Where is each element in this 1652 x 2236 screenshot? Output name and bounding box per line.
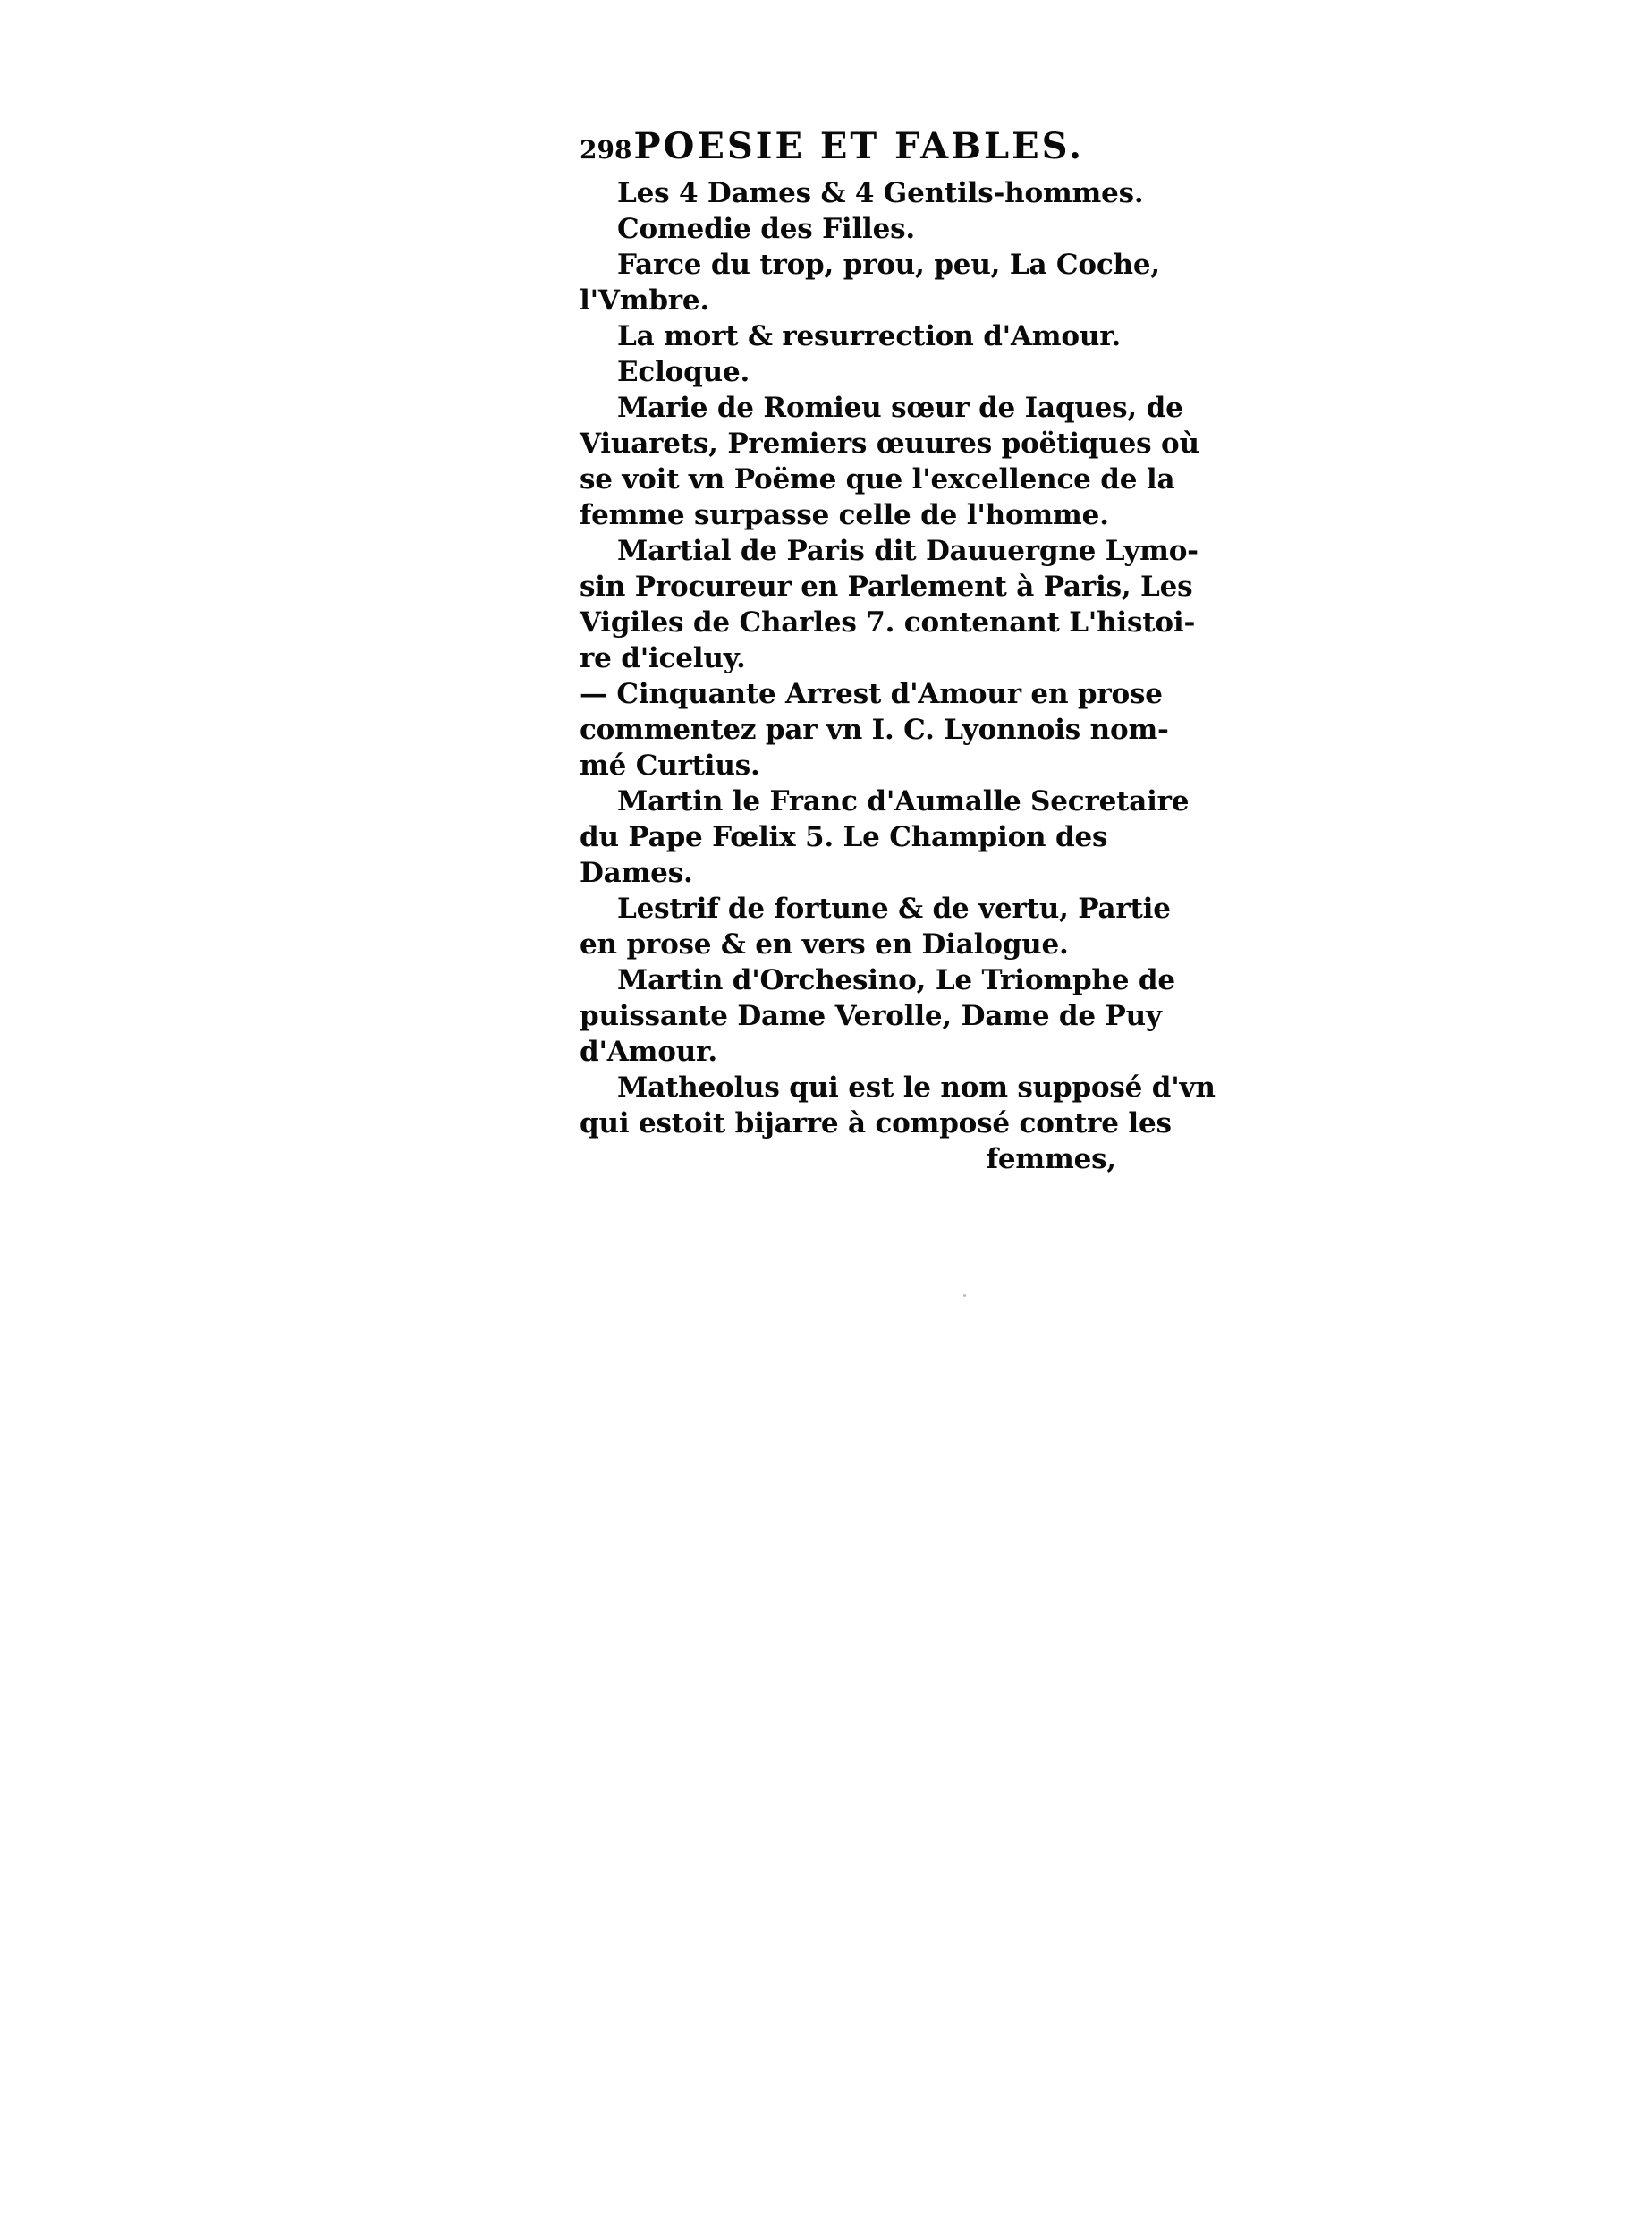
page-number: 298 xyxy=(580,135,632,165)
text-line: se voit vn Poëme que l'excellence de la xyxy=(580,463,1175,495)
catchword: femmes, xyxy=(986,1143,1116,1175)
text-line: mé Curtius. xyxy=(580,750,760,782)
text-line: sin Procureur en Parlement à Paris, Les xyxy=(580,571,1193,603)
running-title: POESIE ET FABLES. xyxy=(633,125,1084,167)
text-line: en prose & en vers en Dialogue. xyxy=(580,928,1069,961)
text-line: Marie de Romieu sœur de Iaques, de xyxy=(617,392,1183,424)
page-header xyxy=(580,125,1116,175)
text-line: Farce du trop, prou, peu, La Coche, xyxy=(617,249,1161,281)
text-line: re d'iceluy. xyxy=(580,642,746,674)
text-line: Lestrif de fortune & de vertu, Partie xyxy=(617,893,1171,925)
text-line: — Cinquante Arrest d'Amour en prose xyxy=(580,678,1163,710)
text-line: Dames. xyxy=(580,857,693,889)
text-line: Martin le Franc d'Aumalle Secretaire xyxy=(617,785,1190,817)
text-line: d'Amour. xyxy=(580,1036,717,1068)
text-line: Viuarets, Premiers œuures poëtiques où xyxy=(580,428,1199,460)
text-line: Les 4 Dames & 4 Gentils-hommes. xyxy=(617,177,1144,209)
text-line: l'Vmbre. xyxy=(580,284,710,317)
text-line: Vigiles de Charles 7. contenant L'histoi- xyxy=(580,606,1196,639)
text-line: qui estoit bijarre à composé contre les xyxy=(580,1107,1172,1139)
text-line: commentez par vn I. C. Lyonnois nom- xyxy=(580,714,1169,746)
body-text xyxy=(580,175,1216,1177)
text-line: puissante Dame Verolle, Dame de Puy xyxy=(580,1000,1162,1032)
text-line: femme surpasse celle de l'homme. xyxy=(580,499,1109,531)
text-line: Martial de Paris dit Dauuergne Lymo- xyxy=(617,535,1199,567)
text-line: Comedie des Filles. xyxy=(617,213,915,245)
text-line: du Pape Fœlix 5. Le Champion des xyxy=(580,821,1108,853)
ink-speck xyxy=(963,1294,966,1297)
text-line: Ecloque. xyxy=(617,356,750,388)
text-line: Matheolus qui est le nom supposé d'vn xyxy=(617,1071,1216,1104)
text-line: Martin d'Orchesino, Le Triomphe de xyxy=(617,964,1175,996)
text-line: La mort & resurrection d'Amour. xyxy=(617,320,1122,352)
